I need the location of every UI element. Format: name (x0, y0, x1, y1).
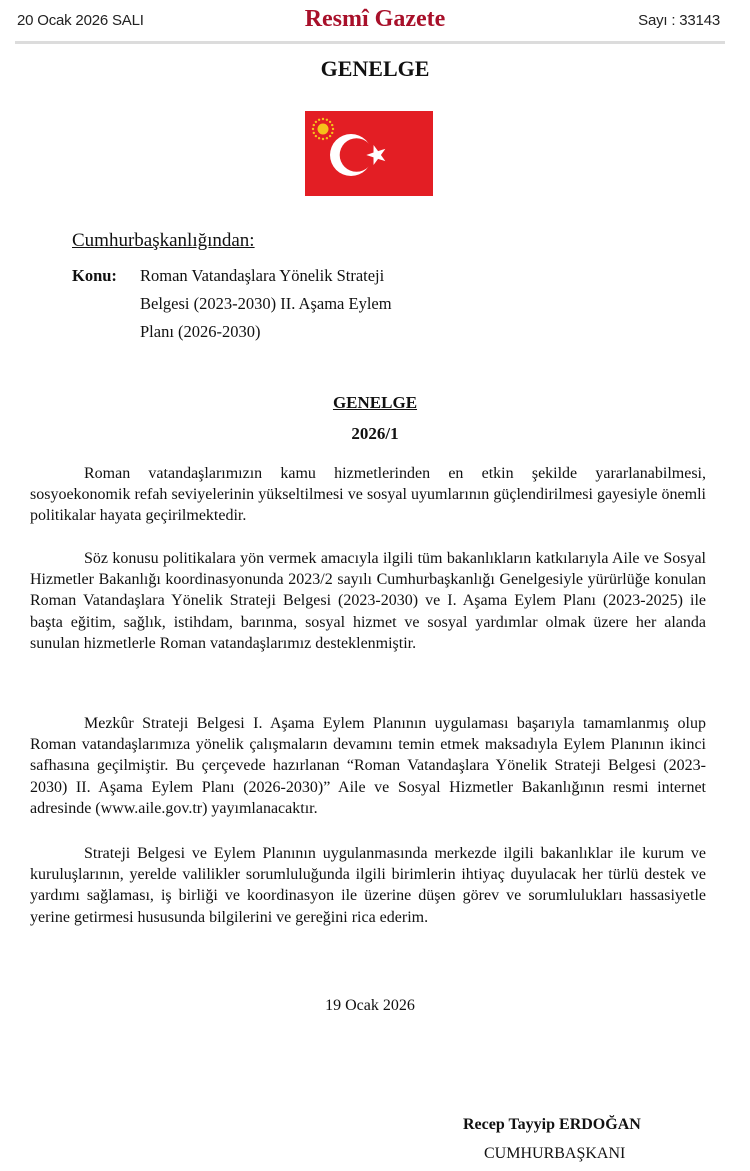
gazette-header (0, 0, 750, 44)
circular-title: GENELGE (332, 393, 418, 412)
header-divider (15, 41, 725, 44)
issuer-heading: Cumhurbaşkanlığından: (72, 230, 255, 251)
subject-line: Planı (2026-2030) (140, 322, 261, 341)
body-paragraph: Strateji Belgesi ve Eylem Planının uygulanmasında merkezde ilgili bakanlıklar ile kurum ve kuruluşlarının, yerelde valilikler sorumluluğunda ilgili birimlerin ihtiyaç duyulacak her türlü destek ve yardımı sağlaması, iş birliği ve koordinasyon ile üzerine düşen görev ve sorumlulukları hassasiyetle yerine getirmesi hususunda bilgilerini ve gereğini rica ederim. (30, 845, 706, 926)
signer-title: CUMHURBAŞKANI (484, 1145, 626, 1162)
document-type-title: GENELGE (320, 56, 430, 81)
presidential-flag-icon (305, 111, 433, 196)
gazette-title: Resmî Gazete (304, 6, 446, 32)
signer-name: Recep Tayyip ERDOĞAN (463, 1116, 641, 1133)
issue-number: Sayı : 33143 (638, 12, 720, 29)
subject-text (140, 262, 460, 346)
signature-date: 19 Ocak 2026 (325, 997, 415, 1014)
body-paragraph: Roman vatandaşlarımızın kamu hizmetlerinden en etkin şekilde yararlanabilmesi, sosyoekonomik refah seviyelerinin yükseltilmesi ve sosyal uyumlarının güçlendirilmesi gayesiyle önemli politikalar hayata geçirilmektedir. (30, 465, 706, 525)
circular-number: 2026/1 (351, 424, 399, 443)
subject-line: Belgesi (2023-2030) II. Aşama Eylem (140, 294, 392, 313)
body-paragraph: Söz konusu politikalara yön vermek amacıyla ilgili tüm bakanlıkların katkılarıyla Aile ve Sosyal Hizmetler Bakanlığı koordinasyonunda 2023/2 sayılı Cumhurbaşkanlığı Genelgesiyle yürürlüğe konulan Roman Vatandaşlara Yönelik Strateji Belgesi (2023-2030) ve I. Aşama Eylem Planı (2023-2025) ile başta eğitim, sağlık, istihdam, barınma, sosyal hizmet ve sosyal yardımlar olmak üzere her alanda sunulan hizmetlerle Roman vatandaşlarımız desteklenmiştir. (30, 550, 706, 652)
publication-date: 20 Ocak 2026 SALI (17, 12, 144, 29)
subject-line: Roman Vatandaşlara Yönelik Strateji (140, 266, 385, 285)
body-paragraph: Mezkûr Strateji Belgesi I. Aşama Eylem Planının uygulaması başarıyla tamamlanmış olup Roman vatandaşlarımıza yönelik çalışmaların devamını temin etmek maksadıyla Eylem Planının ikinci safhasına geçilmiştir. Bu çerçevede hazırlanan “Roman Vatandaşlara Yönelik Strateji Belgesi (2023-2030) II. Aşama Eylem Planı (2026-2030)” Aile ve Sosyal Hizmetler Bakanlığının resmi internet adresinde (www.aile.gov.tr) yayımlanacaktır. (30, 715, 706, 817)
subject-label: Konu: (72, 266, 117, 285)
